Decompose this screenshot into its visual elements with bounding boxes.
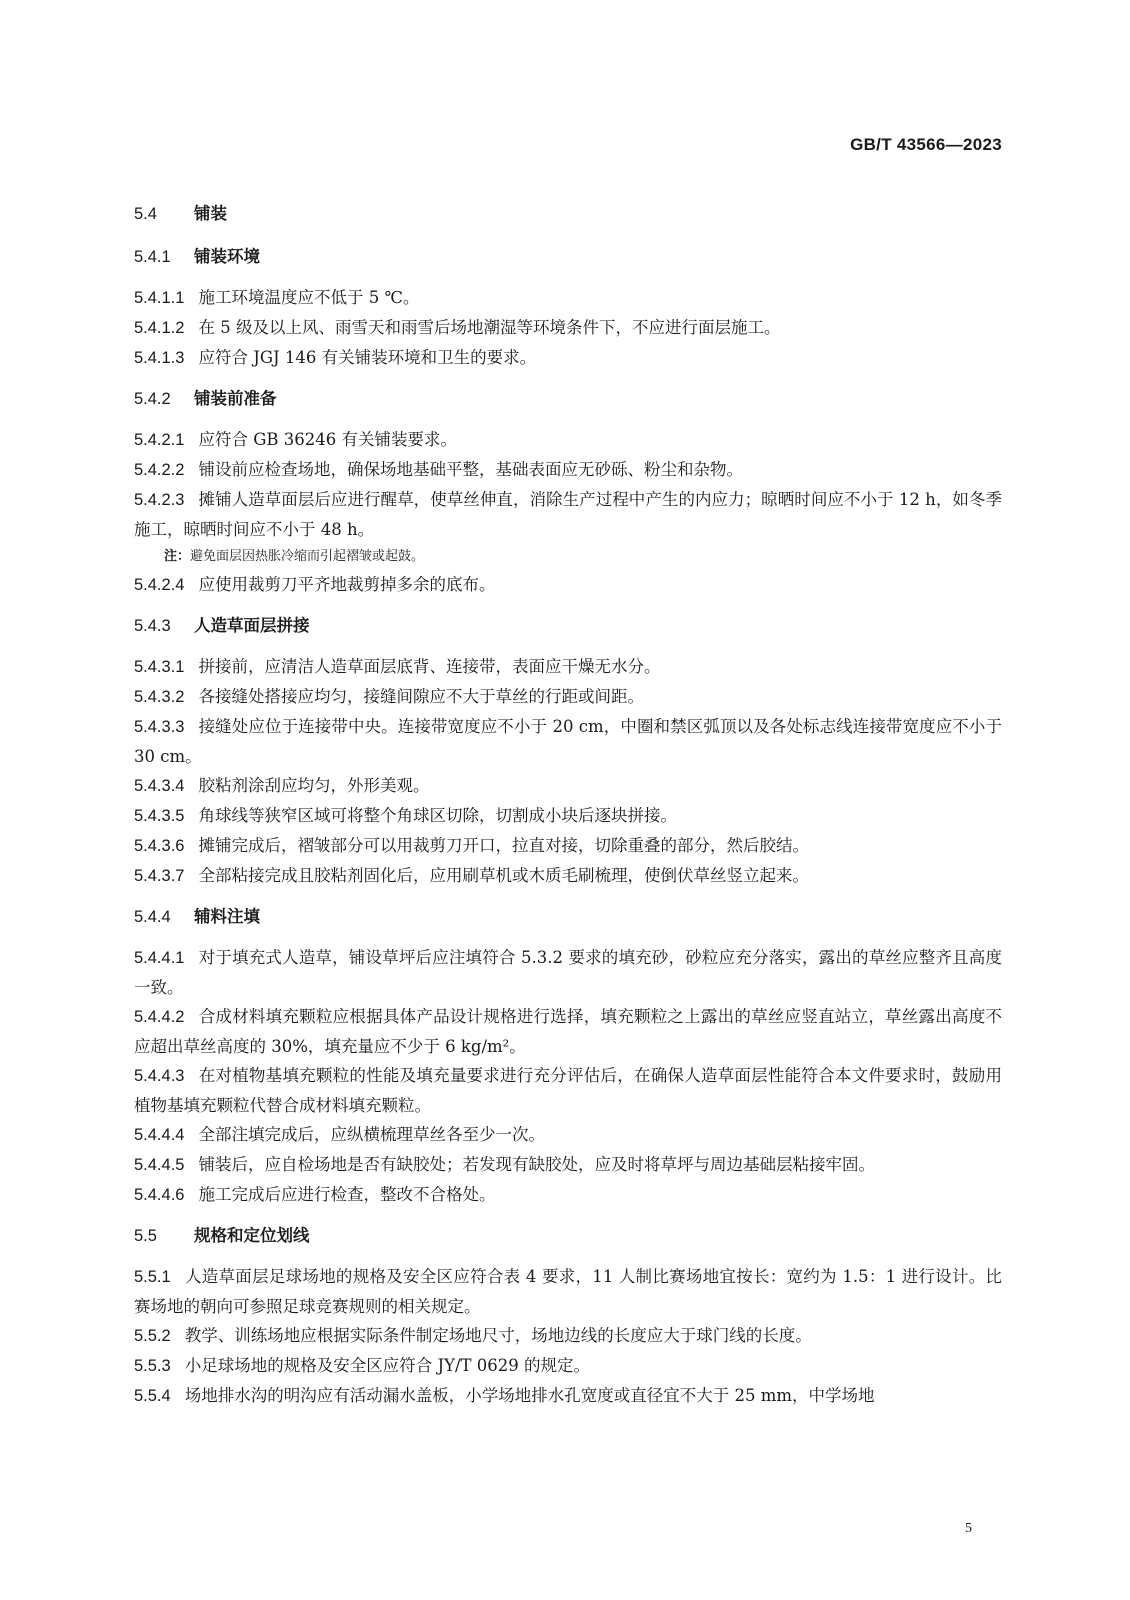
note-label: 注： — [164, 549, 191, 564]
clause — [134, 1150, 1002, 1180]
clause-text: 施工完成后应进行检查，整改不合格处。 — [198, 1185, 496, 1204]
section-title: 铺装 — [194, 204, 227, 223]
clause — [134, 861, 1002, 891]
note — [134, 544, 1002, 570]
page-number: 5 — [965, 1521, 972, 1536]
clause — [134, 455, 1002, 485]
subsection-heading — [134, 614, 1002, 638]
section-title: 人造草面层拼接 — [194, 616, 310, 635]
clause-number: 5.4.3.2 — [134, 688, 185, 706]
section-number: 5.4.1 — [134, 248, 171, 266]
clause-text: 应使用裁剪刀平齐地裁剪掉多余的底布。 — [198, 575, 496, 594]
clause-text: 全部注填完成后，应纵横梳理草丝各至少一次。 — [198, 1125, 545, 1144]
clause — [134, 1381, 1002, 1411]
clause — [134, 1061, 1002, 1120]
clause-number: 5.4.1.1 — [134, 289, 185, 307]
clause — [134, 313, 1002, 343]
clause — [134, 485, 1002, 544]
section-number: 5.5 — [134, 1227, 157, 1245]
clause-text: 应符合 GB 36246 有关铺装要求。 — [198, 430, 457, 449]
clause-text: 教学、训练场地应根据实际条件制定场地尺寸，场地边线的长度应大于球门线的长度。 — [184, 1326, 812, 1345]
section-heading — [134, 1224, 1002, 1248]
clause-number: 5.4.3.7 — [134, 867, 185, 885]
clause-number: 5.4.3.5 — [134, 807, 185, 825]
clause-text: 胶粘剂涂刮应均匀，外形美观。 — [198, 776, 430, 795]
clause-number: 5.4.2.3 — [134, 491, 185, 509]
section-number: 5.4 — [134, 205, 157, 223]
clause — [134, 1351, 1002, 1381]
clause-text: 施工环境温度应不低于 5 ℃。 — [198, 288, 420, 307]
clause-number: 5.4.4.2 — [134, 1008, 185, 1026]
clause-text: 各接缝处搭接应均匀，接缝间隙应不大于草丝的行距或间距。 — [198, 687, 644, 706]
clause-text: 接缝处应位于连接带中央。连接带宽度应不小于 20 cm，中圈和禁区弧顶以及各处标志线连接带宽度应不小于 30 cm。 — [134, 717, 1002, 766]
section-number: 5.4.4 — [134, 908, 171, 926]
clause — [134, 831, 1002, 861]
clause — [134, 771, 1002, 801]
clause-text: 角球线等狭窄区域可将整个角球区切除，切割成小块后逐块拼接。 — [198, 806, 677, 825]
clause-text: 对于填充式人造草，铺设草坪后应注填符合 5.3.2 要求的填充砂，砂粒应充分落实，露出的草丝应整齐且高度一致。 — [134, 948, 1002, 997]
clause-text: 铺装后，应自检场地是否有缺胶处；若发现有缺胶处，应及时将草坪与周边基础层粘接牢固。 — [198, 1155, 875, 1174]
clause-number: 5.4.1.2 — [134, 319, 185, 337]
section-number: 5.4.2 — [134, 390, 171, 408]
clause — [134, 943, 1002, 1002]
clause-text: 人造草面层足球场地的规格及安全区应符合表 4 要求，11 人制比赛场地宜按长：宽约为 1.5：1 进行设计。比赛场地的朝向可参照足球竞赛规则的相关规定。 — [134, 1267, 1002, 1316]
clause — [134, 652, 1002, 682]
clause-number: 5.4.2.4 — [134, 576, 185, 594]
clause — [134, 1180, 1002, 1210]
section-title: 规格和定位划线 — [194, 1226, 310, 1245]
clause — [134, 283, 1002, 313]
standard-number: GB/T 43566—2023 — [850, 135, 1002, 154]
clause-text: 在对植物基填充颗粒的性能及填充量要求进行充分评估后，在确保人造草面层性能符合本文件要求时，鼓励用植物基填充颗粒代替合成材料填充颗粒。 — [134, 1066, 1002, 1115]
clause-text: 摊铺人造草面层后应进行醒草，使草丝伸直，消除生产过程中产生的内应力；晾晒时间应不小于 12 h，如冬季施工，晾晒时间应不小于 48 h。 — [134, 490, 1002, 539]
clause — [134, 801, 1002, 831]
clause-text: 在 5 级及以上风、雨雪天和雨雪后场地潮湿等环境条件下，不应进行面层施工。 — [198, 318, 781, 337]
clause-number: 5.4.3.6 — [134, 837, 185, 855]
clause-number: 5.4.4.1 — [134, 949, 185, 967]
clause-number: 5.5.3 — [134, 1357, 171, 1375]
clause-number: 5.4.4.5 — [134, 1156, 185, 1174]
section-number: 5.4.3 — [134, 617, 171, 635]
clause — [134, 343, 1002, 373]
clause-number: 5.4.1.3 — [134, 349, 185, 367]
clause — [134, 1120, 1002, 1150]
subsection-heading — [134, 387, 1002, 411]
section-title: 铺装前准备 — [194, 389, 277, 408]
subsection-heading — [134, 245, 1002, 269]
section-heading — [134, 202, 1002, 226]
clause-number: 5.4.4.3 — [134, 1067, 185, 1085]
clause-text: 合成材料填充颗粒应根据具体产品设计规格进行选择，填充颗粒之上露出的草丝应竖直站立，草丝露出高度不应超出草丝高度的 30%，填充量应不少于 6 kg/m²。 — [134, 1007, 1002, 1056]
clause-number: 5.4.2.2 — [134, 461, 185, 479]
clause-text: 拼接前，应清洁人造草面层底背、连接带，表面应干燥无水分。 — [198, 657, 661, 676]
clause — [134, 712, 1002, 771]
clause — [134, 1321, 1002, 1351]
clause-number: 5.5.1 — [134, 1268, 171, 1286]
clause — [134, 425, 1002, 455]
clause-number: 5.5.4 — [134, 1387, 171, 1405]
section-title: 辅料注填 — [194, 907, 260, 926]
clause-number: 5.4.3.3 — [134, 718, 185, 736]
clause-text: 铺设前应检查场地，确保场地基础平整，基础表面应无砂砾、粉尘和杂物。 — [198, 460, 743, 479]
document-body — [134, 202, 1002, 1411]
note-text: 避免面层因热胀冷缩而引起褶皱或起鼓。 — [190, 549, 425, 564]
clause-number: 5.4.2.1 — [134, 431, 185, 449]
clause — [134, 1262, 1002, 1321]
clause — [134, 570, 1002, 600]
clause-number: 5.5.2 — [134, 1327, 171, 1345]
section-title: 铺装环境 — [194, 247, 260, 266]
clause-number: 5.4.4.4 — [134, 1126, 185, 1144]
clause-number: 5.4.4.6 — [134, 1186, 185, 1204]
clause-text: 全部粘接完成且胶粘剂固化后，应用刷草机或木质毛刷梳理，使倒伏草丝竖立起来。 — [198, 866, 809, 885]
clause — [134, 682, 1002, 712]
clause — [134, 1002, 1002, 1061]
clause-text: 应符合 JGJ 146 有关铺装环境和卫生的要求。 — [198, 348, 537, 367]
clause-text: 小足球场地的规格及安全区应符合 JY/T 0629 的规定。 — [184, 1356, 591, 1375]
clause-text: 摊铺完成后，褶皱部分可以用裁剪刀开口，拉直对接，切除重叠的部分，然后胶结。 — [198, 836, 809, 855]
subsection-heading — [134, 905, 1002, 929]
clause-number: 5.4.3.4 — [134, 777, 185, 795]
clause-text: 场地排水沟的明沟应有活动漏水盖板，小学场地排水孔宽度或直径宜不大于 25 mm，中学场地 — [184, 1386, 875, 1405]
clause-number: 5.4.3.1 — [134, 658, 185, 676]
